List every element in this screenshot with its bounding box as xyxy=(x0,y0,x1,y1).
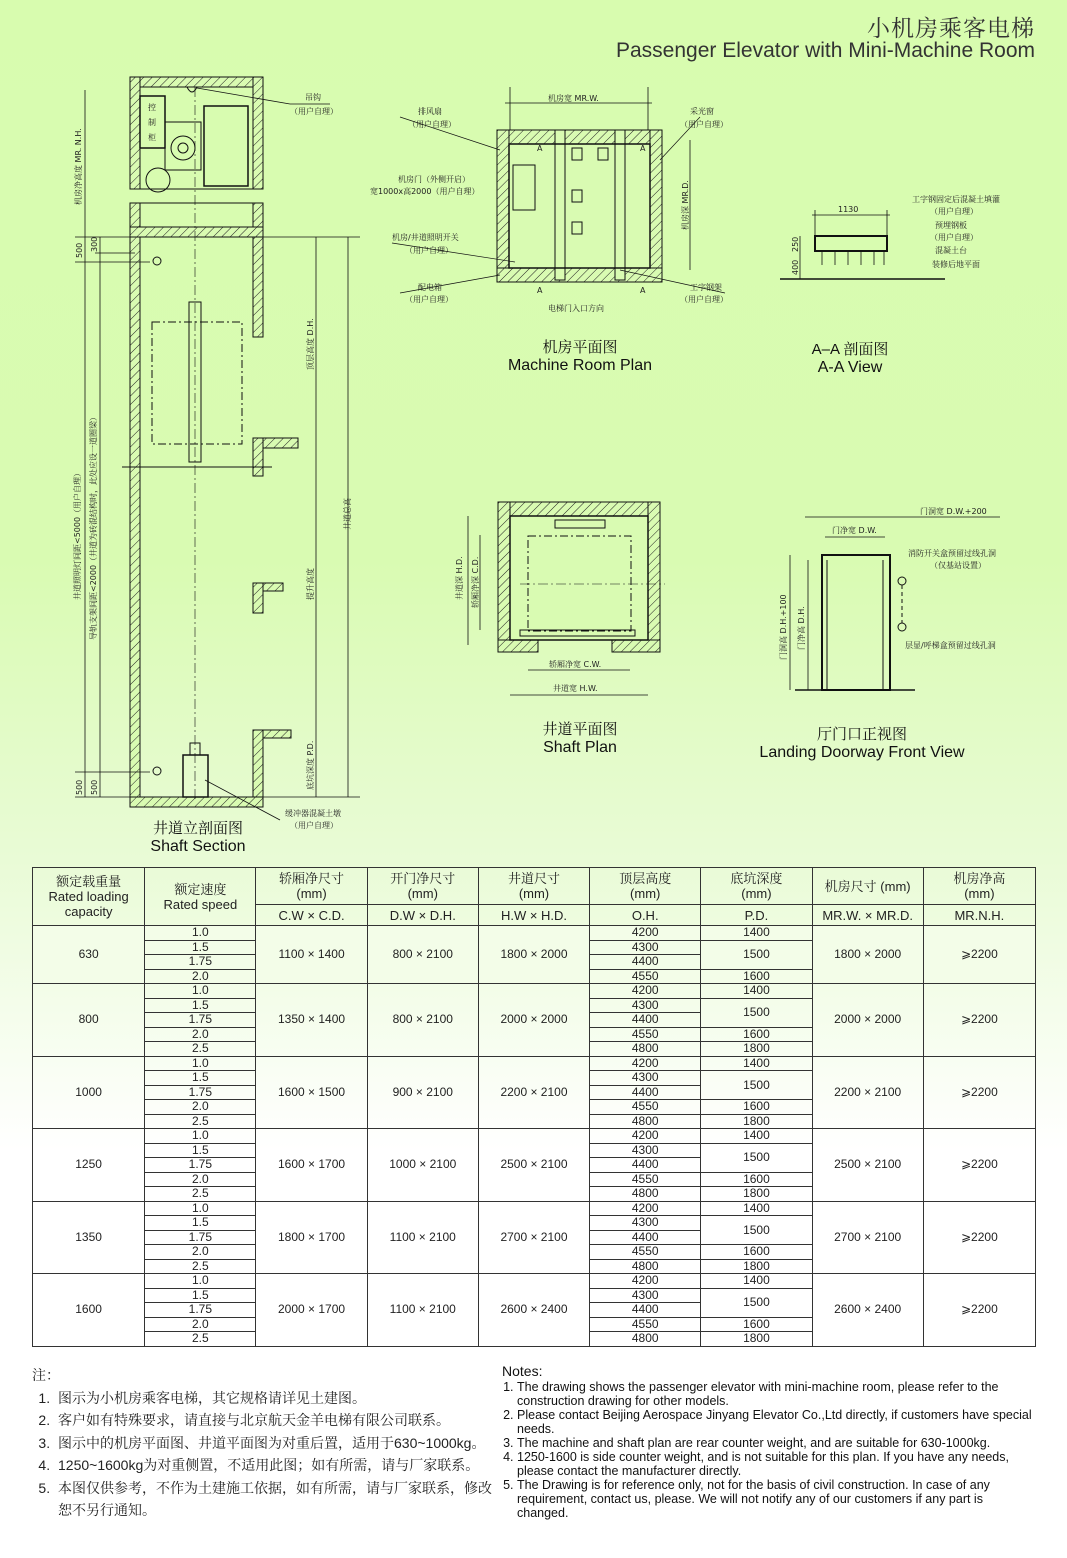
cell-pit-depth: 1500 xyxy=(701,998,812,1027)
cell-door-size: 800 × 2100 xyxy=(367,926,478,984)
cell-speed: 1.5 xyxy=(145,1216,256,1231)
svg-text:电梯门入口方向: 电梯门入口方向 xyxy=(548,304,604,313)
svg-text:采光窗: 采光窗 xyxy=(690,107,714,116)
cell-pit-depth: 1600 xyxy=(701,969,812,984)
cell-speed: 1.5 xyxy=(145,940,256,955)
svg-text:（用户自理）: （用户自理） xyxy=(408,120,456,129)
svg-text:机房宽 MR.W.: 机房宽 MR.W. xyxy=(548,94,599,103)
svg-text:250: 250 xyxy=(791,236,800,252)
cell-overhead: 4300 xyxy=(590,1143,701,1158)
cell-capacity: 1600 xyxy=(33,1274,145,1347)
cell-speed: 1.5 xyxy=(145,1071,256,1086)
cell-car-size: 1600 × 1500 xyxy=(256,1056,367,1129)
svg-text:柜: 柜 xyxy=(148,133,156,142)
cell-speed: 1.0 xyxy=(145,926,256,941)
svg-text:A: A xyxy=(537,286,543,295)
cell-overhead: 4550 xyxy=(590,1317,701,1332)
subheader-pd: P.D. xyxy=(701,905,812,926)
cell-speed: 1.5 xyxy=(145,1143,256,1158)
svg-text:（用户自理）: （用户自理） xyxy=(405,295,453,304)
cell-speed: 2.5 xyxy=(145,1187,256,1202)
cell-pit-depth: 1500 xyxy=(701,1216,812,1245)
cell-shaft-size: 2500 × 2100 xyxy=(478,1129,589,1202)
landing-doorway-caption: 厅门口正视图 Landing Doorway Front View xyxy=(759,726,965,761)
svg-text:预埋钢板: 预埋钢板 xyxy=(935,221,967,230)
cell-speed: 2.0 xyxy=(145,969,256,984)
svg-text:机房/井道照明开关: 机房/井道照明开关 xyxy=(392,233,459,242)
cell-pit-depth: 1400 xyxy=(701,1056,812,1071)
cell-pit-depth: 1400 xyxy=(701,1274,812,1289)
shaft-section-caption: 井道立剖面图 Shaft Section xyxy=(150,820,246,855)
svg-text:机房深 MR.D.: 机房深 MR.D. xyxy=(681,180,690,230)
cell-speed: 2.5 xyxy=(145,1332,256,1347)
svg-text:井道深 H.D.: 井道深 H.D. xyxy=(455,556,464,600)
note-en-item: 3. The machine and shaft plan are rear counter weight, and are suitable for 630-1000kg. xyxy=(517,1436,1032,1450)
cell-speed: 1.75 xyxy=(145,1013,256,1028)
svg-text:提升高度: 提升高度 xyxy=(306,568,315,600)
cell-speed: 2.0 xyxy=(145,1245,256,1260)
svg-text:A: A xyxy=(537,144,543,153)
svg-text:缓冲器混凝土墩: 缓冲器混凝土墩 xyxy=(285,809,341,818)
cell-overhead: 4200 xyxy=(590,1201,701,1216)
cell-pit-depth: 1400 xyxy=(701,1129,812,1144)
note-zh-item: 5. 本图仅供参考，不作为土建施工依据，如有所需，请与厂家联系，修改恕不另行通知。 xyxy=(54,1477,502,1522)
cell-pit-depth: 1400 xyxy=(701,926,812,941)
svg-text:混凝土台: 混凝土台 xyxy=(935,246,967,255)
note-zh-item: 3. 图示中的机房平面图、井道平面图为对重后置，适用于630~1000kg。 xyxy=(54,1432,502,1455)
cell-pit-depth: 1800 xyxy=(701,1332,812,1347)
header-pit-depth: 底坑深度 (mm) xyxy=(701,868,812,905)
header-capacity: 额定载重量 Rated loading capacity xyxy=(33,868,145,926)
cell-speed: 2.5 xyxy=(145,1042,256,1057)
cell-car-size: 1100 × 1400 xyxy=(256,926,367,984)
page-title-en: Passenger Elevator with Mini-Machine Room xyxy=(615,39,1035,62)
cell-speed: 2.0 xyxy=(145,1172,256,1187)
cell-speed: 1.0 xyxy=(145,1129,256,1144)
cell-capacity: 1000 xyxy=(33,1056,145,1129)
header-car-size: 轿厢净尺寸 (mm) xyxy=(256,868,367,905)
header-speed: 额定速度 Rated speed xyxy=(145,868,256,926)
cell-door-size: 900 × 2100 xyxy=(367,1056,478,1129)
svg-text:500: 500 xyxy=(75,242,84,258)
cell-overhead: 4550 xyxy=(590,1245,701,1260)
note-en-item: 1. The drawing shows the passenger elevator with mini-machine room, please refer to the construction drawing for other models. xyxy=(517,1380,1032,1408)
svg-text:（用户自理）: （用户自理） xyxy=(930,233,978,242)
landing-doorway-drawing xyxy=(778,506,1000,690)
cell-speed: 1.0 xyxy=(145,984,256,999)
cell-speed: 1.5 xyxy=(145,1288,256,1303)
cell-overhead: 4300 xyxy=(590,1071,701,1086)
cell-overhead: 4800 xyxy=(590,1187,701,1202)
svg-text:消防开关盒预留过线孔洞: 消防开关盒预留过线孔洞 xyxy=(908,549,996,558)
cell-speed: 2.5 xyxy=(145,1259,256,1274)
cell-speed: 2.0 xyxy=(145,1027,256,1042)
aa-view-caption: A–A 剖面图 A-A View xyxy=(811,341,889,376)
cell-overhead: 4400 xyxy=(590,1230,701,1245)
cell-overhead: 4400 xyxy=(590,1303,701,1318)
cell-overhead: 4800 xyxy=(590,1332,701,1347)
cell-machine-room-size: 2500 × 2100 xyxy=(812,1129,923,1202)
svg-text:（用户自理）: （用户自理） xyxy=(930,207,978,216)
aa-view-drawing xyxy=(780,194,1000,279)
note-zh-item: 4. 1250~1600kg为对重侧置，不适用此图；如有所需，请与厂家联系。 xyxy=(54,1454,502,1477)
cell-shaft-size: 2000 × 2000 xyxy=(478,984,589,1057)
svg-text:A: A xyxy=(640,286,646,295)
svg-text:A: A xyxy=(640,144,646,153)
cell-overhead: 4200 xyxy=(590,926,701,941)
cell-overhead: 4200 xyxy=(590,984,701,999)
cell-speed: 2.0 xyxy=(145,1100,256,1115)
cell-pit-depth: 1600 xyxy=(701,1317,812,1332)
cell-machine-room-size: 2000 × 2000 xyxy=(812,984,923,1057)
cell-pit-depth: 1600 xyxy=(701,1027,812,1042)
header-door-size: 开门净尺寸 (mm) xyxy=(367,868,478,905)
cell-machine-room-size: 2700 × 2100 xyxy=(812,1201,923,1274)
cell-car-size: 2000 × 1700 xyxy=(256,1274,367,1347)
cell-shaft-size: 1800 × 2000 xyxy=(478,926,589,984)
page-title-zh: 小机房乘客电梯 xyxy=(867,15,1035,41)
cell-overhead: 4200 xyxy=(590,1056,701,1071)
cell-overhead: 4550 xyxy=(590,969,701,984)
header-overhead: 顶层高度 (mm) xyxy=(590,868,701,905)
cell-door-size: 800 × 2100 xyxy=(367,984,478,1057)
cell-machine-room-size: 1800 × 2000 xyxy=(812,926,923,984)
cell-overhead: 4200 xyxy=(590,1129,701,1144)
header-machine-room-size: 机房尺寸 (mm) xyxy=(812,868,923,905)
svg-text:（仅基站设置）: （仅基站设置） xyxy=(930,561,986,570)
cell-car-size: 1600 × 1700 xyxy=(256,1129,367,1202)
svg-text:机房净高度 MR. N.H.: 机房净高度 MR. N.H. xyxy=(74,128,83,205)
cell-car-size: 1800 × 1700 xyxy=(256,1201,367,1274)
cell-overhead: 4400 xyxy=(590,1085,701,1100)
cell-pit-depth: 1500 xyxy=(701,1143,812,1172)
svg-text:400: 400 xyxy=(791,259,800,275)
svg-text:门洞宽 D.W.+200: 门洞宽 D.W.+200 xyxy=(920,507,987,516)
svg-text:层显/呼梯盒预留过线孔洞: 层显/呼梯盒预留过线孔洞 xyxy=(905,641,996,650)
svg-text:井道总高: 井道总高 xyxy=(343,498,352,530)
note-en-item: 4. 1250-1600 is side counter weight, and is not suitable for this plan. If you have any needs, please contact the manufacturer directly. xyxy=(517,1450,1032,1478)
cell-pit-depth: 1800 xyxy=(701,1187,812,1202)
notes-chinese: 注： 1. 图示为小机房乘客电梯，其它规格请详见土建图。 2. 客户如有特殊要求，请直接与北京航天金羊电梯有限公司联系。 3. 图示中的机房平面图、井道平面图为对重后置，适用于630~1000kg。 4. 1250~1600kg为对重侧置，不适用此图；如有所需，请与厂家联系。 5. 本图仅供参考，不作为土建施工依据，如有所需，请与厂家联系，修改恕不另行通知。 xyxy=(32,1364,502,1522)
subheader-oh: O.H. xyxy=(590,905,701,926)
svg-text:500: 500 xyxy=(75,779,84,795)
cell-overhead: 4300 xyxy=(590,998,701,1013)
svg-text:（用户自理）: （用户自理） xyxy=(290,821,338,830)
subheader-mr: MR.W. × MR.D. xyxy=(812,905,923,926)
cell-overhead: 4400 xyxy=(590,1158,701,1173)
cell-shaft-size: 2200 × 2100 xyxy=(478,1056,589,1129)
svg-text:排风扇: 排风扇 xyxy=(418,107,442,116)
header-machine-room-height: 机房净高 (mm) xyxy=(923,868,1035,905)
cell-pit-depth: 1600 xyxy=(701,1172,812,1187)
cell-pit-depth: 1800 xyxy=(701,1114,812,1129)
cell-speed: 1.75 xyxy=(145,1085,256,1100)
svg-text:井道宽 H.W.: 井道宽 H.W. xyxy=(553,684,598,693)
svg-text:1130: 1130 xyxy=(838,205,859,214)
svg-text:井道照明灯间距<5000（用户自理）: 井道照明灯间距<5000（用户自理） xyxy=(73,468,82,600)
svg-text:轿厢净深 C.D.: 轿厢净深 C.D. xyxy=(471,556,480,608)
svg-text:吊钩: 吊钩 xyxy=(305,93,321,102)
svg-text:（用户自理）: （用户自理） xyxy=(290,107,338,116)
cell-machine-room-height: ⩾2200 xyxy=(923,1129,1035,1202)
svg-text:300: 300 xyxy=(90,236,99,252)
cell-overhead: 4800 xyxy=(590,1259,701,1274)
svg-text:顶层高度 D.H.: 顶层高度 D.H. xyxy=(306,318,315,370)
cell-pit-depth: 1600 xyxy=(701,1100,812,1115)
cell-door-size: 1000 × 2100 xyxy=(367,1129,478,1202)
cell-overhead: 4400 xyxy=(590,955,701,970)
svg-text:工字钢架: 工字钢架 xyxy=(690,283,722,292)
cell-speed: 1.0 xyxy=(145,1201,256,1216)
cell-door-size: 1100 × 2100 xyxy=(367,1274,478,1347)
svg-text:门洞高 D.H.+100: 门洞高 D.H.+100 xyxy=(779,594,788,660)
cell-shaft-size: 2700 × 2100 xyxy=(478,1201,589,1274)
svg-text:宽1000x高2000（用户自理）: 宽1000x高2000（用户自理） xyxy=(370,187,480,196)
cell-capacity: 800 xyxy=(33,984,145,1057)
svg-text:装修后地平面: 装修后地平面 xyxy=(932,260,980,269)
cell-overhead: 4800 xyxy=(590,1042,701,1057)
table-row xyxy=(33,1201,1036,1216)
cell-speed: 1.0 xyxy=(145,1056,256,1071)
svg-text:门净宽 D.W.: 门净宽 D.W. xyxy=(832,526,877,535)
svg-text:导轨支架间距<2000（井道为砖混结构时，此处应设一道圈梁）: 导轨支架间距<2000（井道为砖混结构时，此处应设一道圈梁） xyxy=(89,412,98,640)
note-en-item: 5. The Drawing is for reference only, not for the basis of civil construction. In case of any requirement, contact us, please. We will not notify any of our customers if any part is changed. xyxy=(517,1478,1032,1520)
subheader-mrnh: MR.N.H. xyxy=(923,905,1035,926)
machine-room-plan-caption: 机房平面图 Machine Room Plan xyxy=(507,339,653,374)
cell-overhead: 4400 xyxy=(590,1013,701,1028)
svg-text:（用户自理）: （用户自理） xyxy=(680,295,728,304)
cell-overhead: 4550 xyxy=(590,1027,701,1042)
cell-speed: 2.0 xyxy=(145,1317,256,1332)
cell-speed: 1.75 xyxy=(145,1303,256,1318)
cell-pit-depth: 1800 xyxy=(701,1259,812,1274)
specification-table xyxy=(32,867,1036,1347)
cell-machine-room-height: ⩾2200 xyxy=(923,1056,1035,1129)
header-shaft-size: 井道尺寸 (mm) xyxy=(478,868,589,905)
cell-overhead: 4300 xyxy=(590,940,701,955)
cell-pit-depth: 1600 xyxy=(701,1245,812,1260)
table-row xyxy=(33,984,1036,999)
cell-machine-room-size: 2200 × 2100 xyxy=(812,1056,923,1129)
cell-pit-depth: 1400 xyxy=(701,1201,812,1216)
svg-text:轿厢净宽 C.W.: 轿厢净宽 C.W. xyxy=(549,660,602,669)
cell-speed: 1.5 xyxy=(145,998,256,1013)
svg-text:机房门（外侧开启）: 机房门（外侧开启） xyxy=(398,175,470,184)
cell-machine-room-height: ⩾2200 xyxy=(923,1201,1035,1274)
svg-text:门净高 D.H.: 门净高 D.H. xyxy=(797,606,806,650)
table-row xyxy=(33,1129,1036,1144)
cell-overhead: 4550 xyxy=(590,1100,701,1115)
table-row xyxy=(33,1274,1036,1289)
note-zh-item: 2. 客户如有特殊要求，请直接与北京航天金羊电梯有限公司联系。 xyxy=(54,1409,502,1432)
subheader-car: C.W × C.D. xyxy=(256,905,367,926)
svg-text:500: 500 xyxy=(90,779,99,795)
cell-machine-room-height: ⩾2200 xyxy=(923,984,1035,1057)
cell-speed: 1.75 xyxy=(145,955,256,970)
cell-speed: 1.75 xyxy=(145,1158,256,1173)
shaft-plan-drawing xyxy=(454,502,665,695)
cell-capacity: 630 xyxy=(33,926,145,984)
svg-text:工字钢固定后混凝土填灌: 工字钢固定后混凝土填灌 xyxy=(912,195,1000,204)
subheader-shaft: H.W × H.D. xyxy=(478,905,589,926)
svg-text:制: 制 xyxy=(148,118,156,127)
svg-text:配电箱: 配电箱 xyxy=(418,283,442,292)
cell-overhead: 4300 xyxy=(590,1216,701,1231)
cell-pit-depth: 1500 xyxy=(701,940,812,969)
cell-machine-room-height: ⩾2200 xyxy=(923,1274,1035,1347)
cell-capacity: 1250 xyxy=(33,1129,145,1202)
table-row xyxy=(33,926,1036,941)
cell-shaft-size: 2600 × 2400 xyxy=(478,1274,589,1347)
note-en-item: 2. Please contact Beijing Aerospace Jinyang Elevator Co.,Ltd directly, if customers have special needs. xyxy=(517,1408,1032,1436)
machine-room-plan-drawing xyxy=(370,87,728,313)
cell-overhead: 4800 xyxy=(590,1114,701,1129)
cell-pit-depth: 1500 xyxy=(701,1071,812,1100)
cell-machine-room-size: 2600 × 2400 xyxy=(812,1274,923,1347)
svg-text:底坑深度 P.D.: 底坑深度 P.D. xyxy=(306,740,315,790)
cell-overhead: 4550 xyxy=(590,1172,701,1187)
cell-capacity: 1350 xyxy=(33,1201,145,1274)
note-zh-item: 1. 图示为小机房乘客电梯，其它规格请详见土建图。 xyxy=(54,1387,502,1410)
cell-overhead: 4300 xyxy=(590,1288,701,1303)
cell-door-size: 1100 × 2100 xyxy=(367,1201,478,1274)
cell-speed: 2.5 xyxy=(145,1114,256,1129)
cell-pit-depth: 1400 xyxy=(701,984,812,999)
cell-overhead: 4200 xyxy=(590,1274,701,1289)
shaft-section-drawing xyxy=(72,77,360,830)
subheader-door: D.W × D.H. xyxy=(367,905,478,926)
table-row xyxy=(33,1056,1036,1071)
cell-pit-depth: 1800 xyxy=(701,1042,812,1057)
svg-text:（用户自理）: （用户自理） xyxy=(680,120,728,129)
cell-machine-room-height: ⩾2200 xyxy=(923,926,1035,984)
cell-car-size: 1350 × 1400 xyxy=(256,984,367,1057)
shaft-plan-caption: 井道平面图 Shaft Plan xyxy=(542,721,618,756)
cell-pit-depth: 1500 xyxy=(701,1288,812,1317)
cell-speed: 1.0 xyxy=(145,1274,256,1289)
svg-text:控: 控 xyxy=(148,103,156,112)
cell-speed: 1.75 xyxy=(145,1230,256,1245)
notes-english: Notes: 1. The drawing shows the passenger elevator with mini-machine room, please refer to the construction drawing for other models. 2. Please contact Beijing Aerospace Jinyang Elevator Co.,Ltd directly, if customers have special needs. 3. The machine and shaft plan are rear counter weight, and are suitable for 630-1000kg. 4. 1250-1600 is side counter weight, and is not suitable for this plan. If you have any needs, please contact the manufacturer directly. 5. The Drawing is for reference only, not for the basis of civil construction. In case of any requirement, contact us, please. We will not notify any of our customers if any part is changed. xyxy=(502,1364,1032,1520)
svg-text:（用户自理）: （用户自理） xyxy=(405,246,453,255)
